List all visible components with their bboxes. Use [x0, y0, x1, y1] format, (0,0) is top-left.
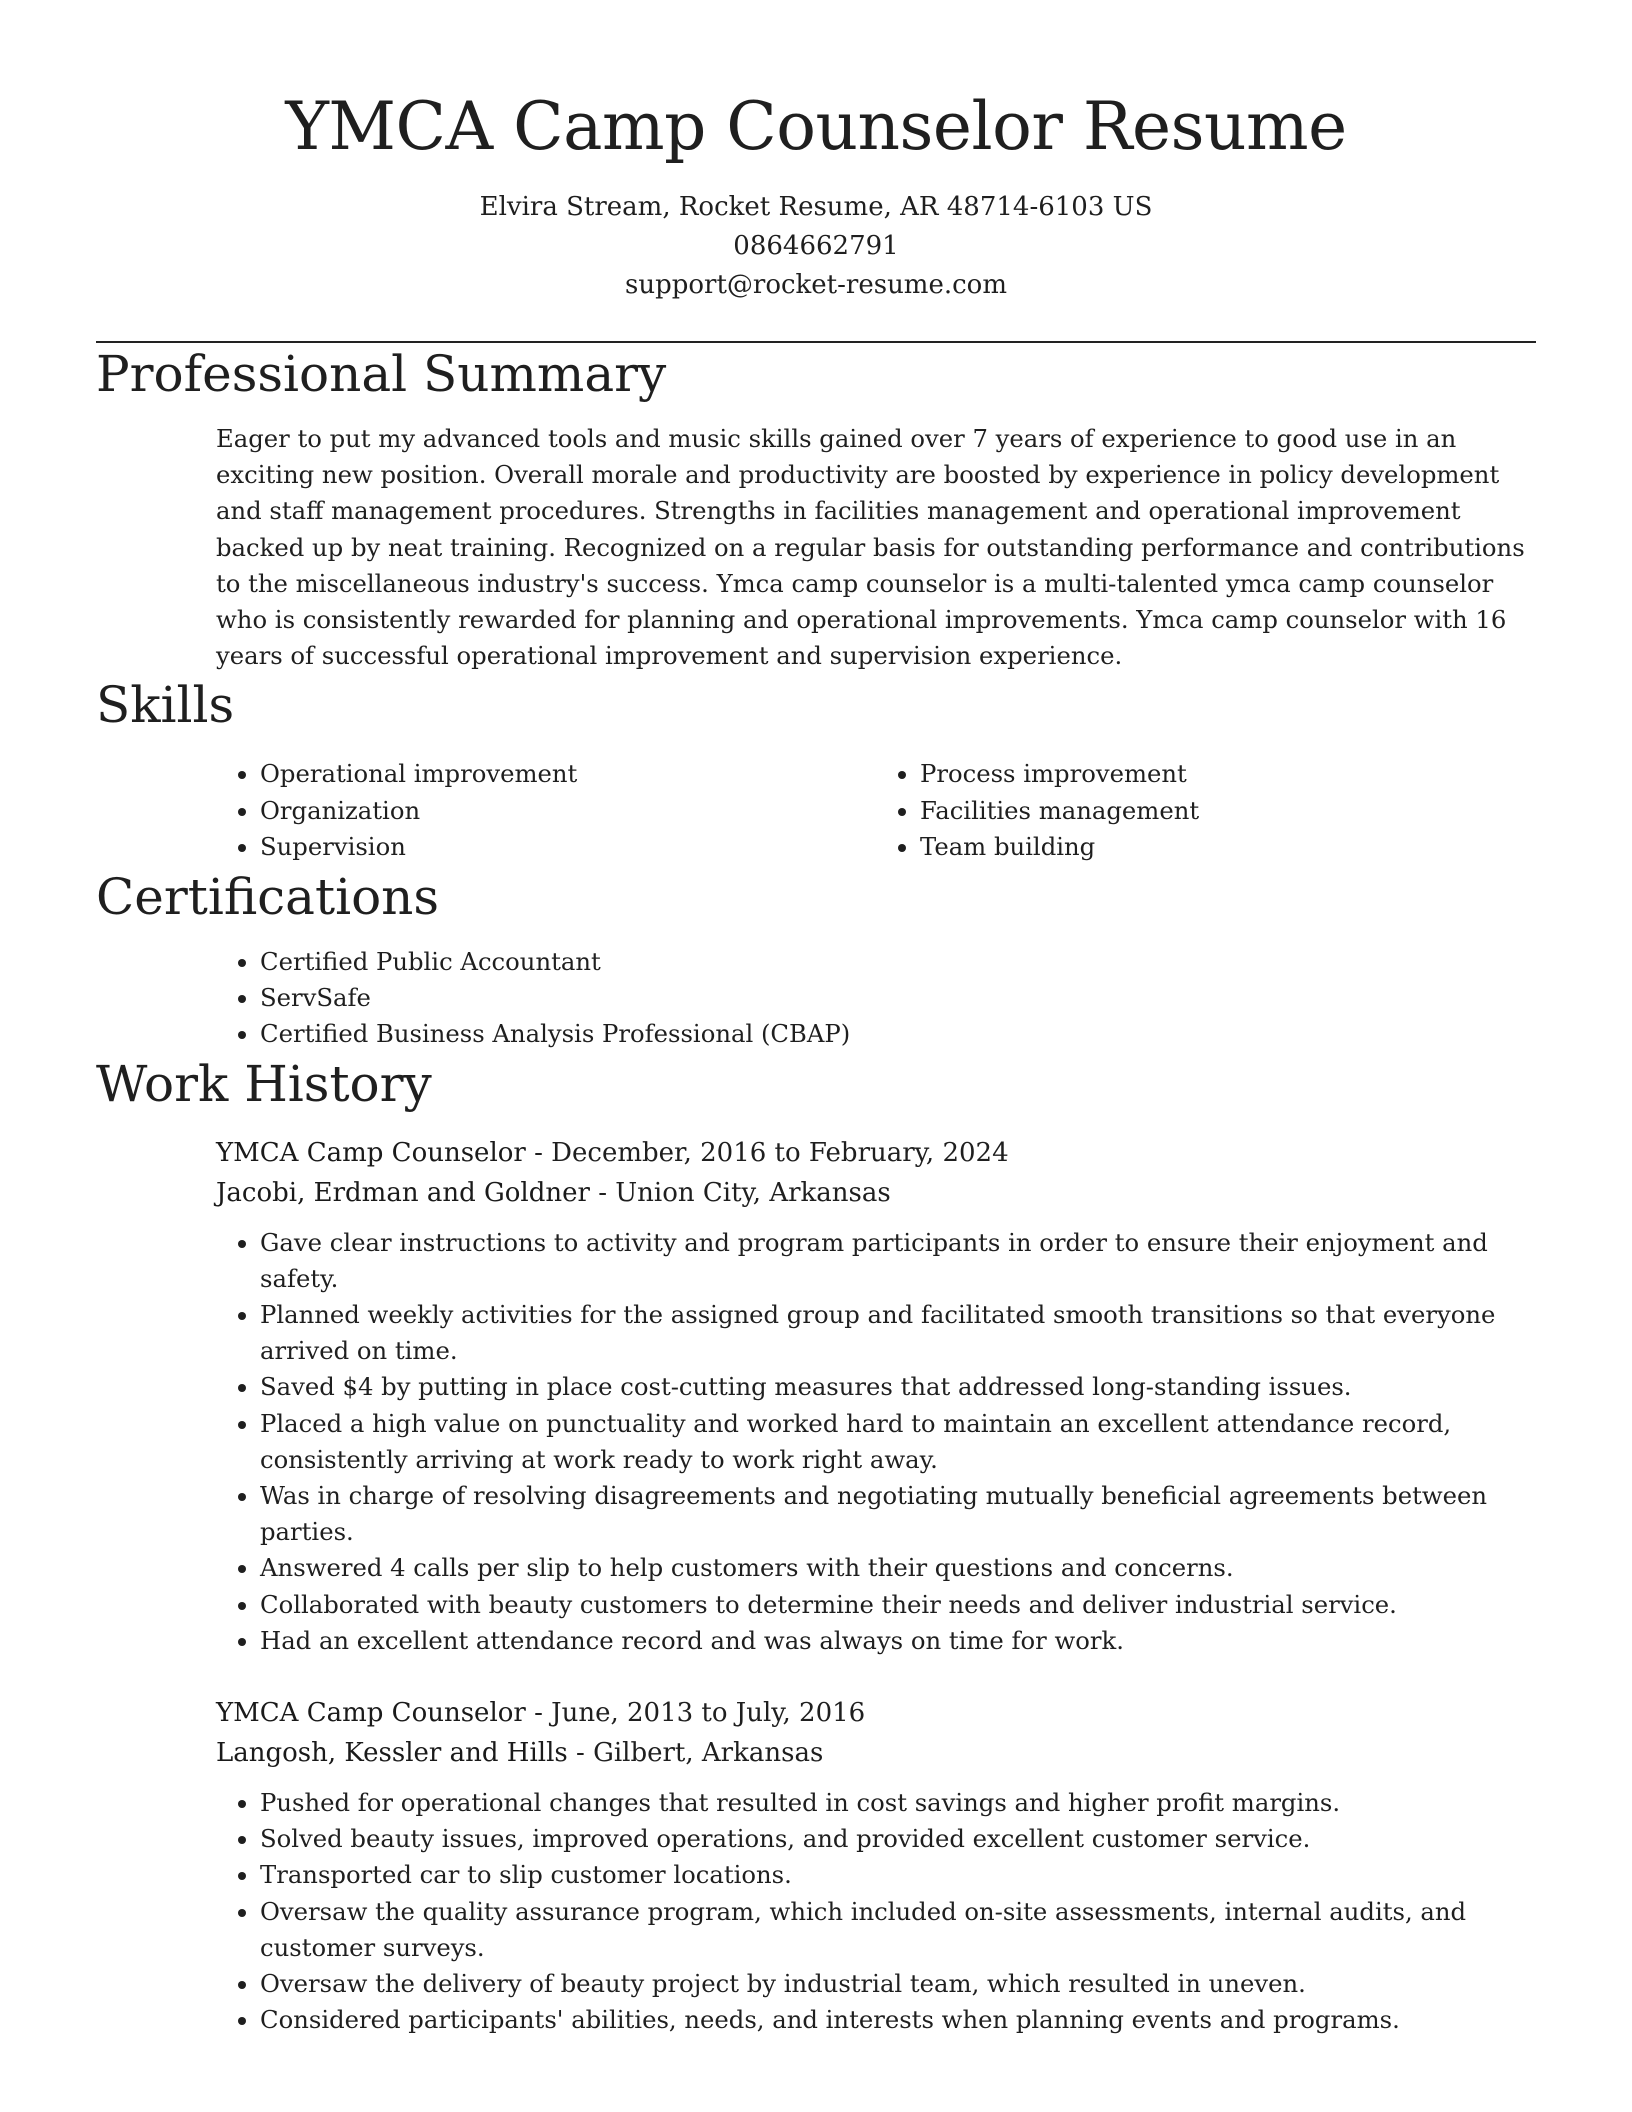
job-location: - Union City, Arkansas [589, 1177, 891, 1208]
contact-phone: 0864662791 [733, 231, 899, 261]
skill-item: • Organization [260, 793, 876, 830]
job-company-line [216, 1733, 1536, 1773]
work-history-heading: Work History [96, 1054, 432, 1113]
job-dates: - June, 2013 to July, 2016 [525, 1697, 866, 1728]
job-dates: - December, 2016 to February, 2024 [525, 1137, 1009, 1168]
skills-heading: Skills [96, 676, 235, 735]
job-company: Jacobi, Erdman and Goldner [216, 1177, 590, 1208]
job-entry [216, 1133, 1536, 1659]
contact-block [96, 188, 1536, 305]
job-bullet: • Gave clear instructions to activity and program participants in order to ensure their enjoyment and safety. [260, 1225, 1536, 1297]
skill-item: • Team building [920, 829, 1536, 866]
certifications-list [216, 944, 1536, 1053]
summary-text: Eager to put my advanced tools and music skills gained over 7 years of experience to good use in an exciting new position. Overall morale and productivity are boosted by experience in policy development and staff management procedures. Strengths in facilities management and operational improvement backed up by neat training. Recognized on a regular basis for outstanding performance and contributions to the miscellaneous industry's success. Ymca camp counselor is a multi-talented ymca camp counselor who is consistently rewarded for planning and operational improvements. Ymca camp counselor with 16 years of successful operational improvement and supervision experience. [216, 424, 1525, 671]
skill-item: • Supervision [260, 829, 876, 866]
job-entry [216, 1693, 1536, 2038]
skill-item: • Facilities management [920, 793, 1536, 830]
job-company: Langosh, Kessler and Hills [216, 1737, 568, 1768]
skills-list [216, 756, 1536, 866]
job-bullets [216, 1225, 1536, 1659]
certifications-heading: Certifications [96, 867, 440, 926]
job-bullet: • Saved $4 by putting in place cost-cutting measures that addressed long-standing issues. [260, 1369, 1536, 1405]
skill-item: • Process improvement [920, 756, 1536, 793]
job-bullet: • Was in charge of resolving disagreements and negotiating mutually beneficial agreements between parties. [260, 1478, 1536, 1550]
job-bullet: • Collaborated with beauty customers to determine their needs and deliver industrial service. [260, 1587, 1536, 1623]
job-title: YMCA Camp Counselor [216, 1697, 526, 1728]
contact-email: support@rocket-resume.com [624, 270, 1007, 300]
job-bullet: • Pushed for operational changes that resulted in cost savings and higher profit margins. [260, 1785, 1536, 1821]
resume-page [96, 0, 1536, 2038]
job-bullet: • Solved beauty issues, improved operations, and provided excellent customer service. [260, 1821, 1536, 1857]
job-bullet: • Considered participants' abilities, needs, and interests when planning events and programs. [260, 2002, 1536, 2038]
job-bullet: • Planned weekly activities for the assigned group and facilitated smooth transitions so that everyone arrived on time. [260, 1297, 1536, 1369]
contact-address: Elvira Stream, Rocket Resume, AR 48714-6103 US [479, 192, 1153, 222]
job-location: - Gilbert, Arkansas [567, 1737, 824, 1768]
job-bullet: • Oversaw the delivery of beauty project by industrial team, which resulted in uneven. [260, 1966, 1536, 2002]
job-bullet: • Answered 4 calls per slip to help customers with their questions and concerns. [260, 1550, 1536, 1586]
skills-column-left [216, 756, 876, 866]
summary-heading: Professional Summary [96, 345, 667, 403]
job-bullet: • Had an excellent attendance record and was always on time for work. [260, 1623, 1536, 1659]
job-company-line [216, 1173, 1536, 1213]
certification-item: • ServSafe [260, 980, 1536, 1016]
certification-item: • Certified Public Accountant [260, 944, 1536, 980]
job-bullet: • Oversaw the quality assurance program, which included on-site assessments, internal audits, and customer surveys. [260, 1894, 1536, 1966]
job-bullets [216, 1785, 1536, 2038]
job-bullet: • Placed a high value on punctuality and worked hard to maintain an excellent attendance record, consistently arriving at work ready to work right away. [260, 1406, 1536, 1478]
skills-column-right [876, 756, 1536, 866]
job-title-line [216, 1133, 1536, 1173]
job-title-line [216, 1693, 1536, 1733]
skill-item: • Operational improvement [260, 756, 876, 793]
job-title: YMCA Camp Counselor [216, 1137, 526, 1168]
resume-title: YMCA Camp Counselor Resume [285, 88, 1347, 165]
job-bullet: • Transported car to slip customer locations. [260, 1857, 1536, 1893]
certification-item: • Certified Business Analysis Professional (CBAP) [260, 1016, 1536, 1052]
